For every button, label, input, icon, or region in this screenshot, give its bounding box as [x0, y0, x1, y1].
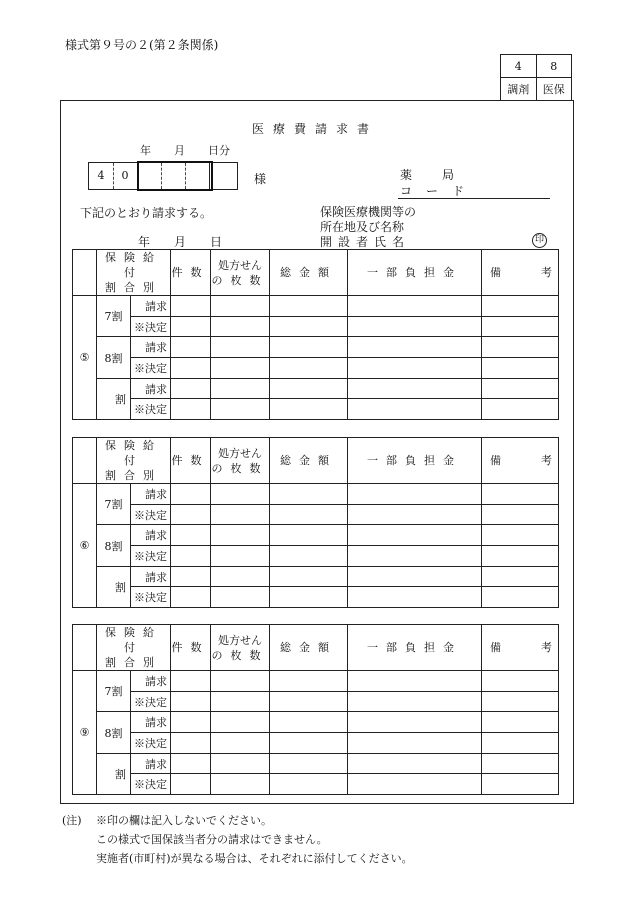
cell-total[interactable] [270, 712, 348, 733]
cell-count[interactable] [171, 691, 211, 712]
period-entry-box[interactable] [137, 161, 213, 191]
row-decided: ※決定 [131, 316, 171, 337]
cell-total[interactable] [270, 753, 348, 774]
issue-month-label: 月 [174, 235, 187, 249]
rate-label: 割 [97, 753, 131, 794]
cell-count[interactable] [171, 525, 211, 546]
cell-remarks[interactable] [482, 546, 559, 567]
cell-remarks[interactable] [482, 774, 559, 795]
claim-table-section-1 [72, 249, 559, 420]
code-box-bottom-left: 調剤 [501, 78, 537, 101]
period-month-label: 月 [174, 144, 185, 157]
row-claim: 請求 [131, 525, 171, 546]
form-title: 医療費請求書 [251, 122, 378, 136]
cell-total[interactable] [270, 587, 348, 608]
cell-total[interactable] [270, 525, 348, 546]
cell-total[interactable] [270, 733, 348, 754]
cell-rx[interactable] [211, 774, 270, 795]
claim-table-section-2 [72, 437, 559, 608]
cell-rx[interactable] [211, 399, 270, 420]
institution-label-3: 開設者氏名 [320, 235, 411, 249]
row-decided: ※決定 [131, 691, 171, 712]
row-claim: 請求 [131, 337, 171, 358]
cell-total[interactable] [270, 504, 348, 525]
header-count: 件数 [171, 625, 211, 671]
cell-count[interactable] [171, 566, 211, 587]
cell-rx[interactable] [211, 484, 270, 505]
cell-remarks[interactable] [482, 566, 559, 587]
cell-rx[interactable] [211, 753, 270, 774]
cell-total[interactable] [270, 484, 348, 505]
code-box-bottom-right: 医保 [536, 78, 572, 101]
cell-copay[interactable] [348, 378, 482, 399]
pharmacy-code-label: コード [400, 184, 479, 198]
header-remarks: 備 考 [482, 625, 559, 671]
note-line-3: 実施者(市町村)が異なる場合は、それぞれに添付してください。 [96, 852, 413, 865]
cell-total[interactable] [270, 691, 348, 712]
row-decided: ※決定 [131, 399, 171, 420]
cell-rx[interactable] [211, 378, 270, 399]
header-kubun: 保険給付 割合別 [97, 250, 171, 296]
cell-copay[interactable] [348, 691, 482, 712]
cell-remarks[interactable] [482, 484, 559, 505]
pharmacy-code-underline [398, 198, 550, 199]
cell-copay[interactable] [348, 587, 482, 608]
cell-rx[interactable] [211, 712, 270, 733]
header-total: 総金額 [270, 625, 348, 671]
pharmacy-label: 薬局 [400, 168, 485, 182]
cell-count[interactable] [171, 546, 211, 567]
period-day-label: 日分 [208, 144, 230, 157]
cell-copay[interactable] [348, 712, 482, 733]
header-rx: 処方せん の枚数 [211, 625, 270, 671]
cell-count[interactable] [171, 587, 211, 608]
cell-remarks[interactable] [482, 753, 559, 774]
header-copay: 一部負担金 [348, 625, 482, 671]
form-number: 様式第９号の２(第２条関係) [65, 38, 219, 52]
cell-remarks[interactable] [482, 587, 559, 608]
addressee-sama: 様 [254, 172, 267, 186]
issue-year-label: 年 [138, 235, 151, 249]
form-code-box [500, 54, 572, 101]
row-decided: ※決定 [131, 504, 171, 525]
cell-rx[interactable] [211, 733, 270, 754]
header-total: 総金額 [270, 250, 348, 296]
row-decided: ※決定 [131, 358, 171, 379]
cell-total[interactable] [270, 774, 348, 795]
cell-copay[interactable] [348, 546, 482, 567]
period-year-label: 年 [140, 144, 151, 157]
cell-remarks[interactable] [482, 337, 559, 358]
cell-remarks[interactable] [482, 316, 559, 337]
cell-copay[interactable] [348, 671, 482, 692]
cell-rx[interactable] [211, 296, 270, 317]
cell-remarks[interactable] [482, 671, 559, 692]
section-marker: ⑨ [73, 671, 97, 795]
header-count: 件数 [171, 250, 211, 296]
note-line-2: この様式で国保該当者分の請求はできません。 [96, 833, 328, 846]
cell-rx[interactable] [211, 691, 270, 712]
seal-mark: 印 [532, 233, 547, 248]
institution-label-1: 保険医療機関等の [320, 205, 417, 219]
cell-total[interactable] [270, 337, 348, 358]
cell-rx[interactable] [211, 358, 270, 379]
header-blank [73, 625, 97, 671]
header-rx: 処方せん の枚数 [211, 438, 270, 484]
cell-total[interactable] [270, 566, 348, 587]
cell-rx[interactable] [211, 671, 270, 692]
header-kubun: 保険給付 割合別 [97, 438, 171, 484]
billing-period-box[interactable] [88, 162, 238, 190]
cell-remarks[interactable] [482, 504, 559, 525]
cell-count[interactable] [171, 358, 211, 379]
cell-copay[interactable] [348, 484, 482, 505]
code-box-top-right: 8 [536, 55, 572, 78]
period-digit-1: 4 [97, 169, 105, 182]
cell-rx[interactable] [211, 525, 270, 546]
cell-copay[interactable] [348, 753, 482, 774]
cell-copay[interactable] [348, 337, 482, 358]
cell-count[interactable] [171, 671, 211, 692]
row-claim: 請求 [131, 296, 171, 317]
header-copay: 一部負担金 [348, 438, 482, 484]
cell-count[interactable] [171, 774, 211, 795]
row-decided: ※決定 [131, 587, 171, 608]
rate-label: 7割 [97, 296, 131, 337]
cell-copay[interactable] [348, 296, 482, 317]
row-decided: ※決定 [131, 546, 171, 567]
cell-copay[interactable] [348, 504, 482, 525]
cell-remarks[interactable] [482, 733, 559, 754]
cell-remarks[interactable] [482, 378, 559, 399]
notes-label: (注) [62, 814, 82, 827]
rate-label: 8割 [97, 337, 131, 378]
cell-total[interactable] [270, 358, 348, 379]
rate-label: 割 [97, 378, 131, 419]
header-total: 総金額 [270, 438, 348, 484]
row-decided: ※決定 [131, 774, 171, 795]
header-kubun: 保険給付 割合別 [97, 625, 171, 671]
cell-copay[interactable] [348, 316, 482, 337]
cell-count[interactable] [171, 337, 211, 358]
institution-label-2: 所在地及び名称 [320, 220, 405, 234]
cell-rx[interactable] [211, 337, 270, 358]
period-divider-2 [209, 163, 210, 189]
row-claim: 請求 [131, 712, 171, 733]
header-rx: 処方せん の枚数 [211, 250, 270, 296]
cell-count[interactable] [171, 504, 211, 525]
cell-remarks[interactable] [482, 399, 559, 420]
header-remarks: 備 考 [482, 438, 559, 484]
row-claim: 請求 [131, 566, 171, 587]
cell-total[interactable] [270, 296, 348, 317]
section-marker: ⑥ [73, 484, 97, 608]
cell-copay[interactable] [348, 566, 482, 587]
claim-lead-text: 下記のとおり請求する。 [80, 206, 213, 220]
cell-count[interactable] [171, 316, 211, 337]
cell-copay[interactable] [348, 525, 482, 546]
cell-rx[interactable] [211, 566, 270, 587]
header-count: 件数 [171, 438, 211, 484]
cell-total[interactable] [270, 671, 348, 692]
header-blank [73, 250, 97, 296]
period-digit-2: 0 [121, 169, 129, 182]
cell-count[interactable] [171, 712, 211, 733]
cell-rx[interactable] [211, 587, 270, 608]
cell-count[interactable] [171, 753, 211, 774]
cell-count[interactable] [171, 733, 211, 754]
cell-total[interactable] [270, 399, 348, 420]
cell-rx[interactable] [211, 546, 270, 567]
rate-label: 8割 [97, 712, 131, 753]
issue-day-label: 日 [210, 235, 223, 249]
cell-total[interactable] [270, 316, 348, 337]
cell-remarks[interactable] [482, 525, 559, 546]
cell-count[interactable] [171, 378, 211, 399]
cell-remarks[interactable] [482, 691, 559, 712]
period-entry-separator-1 [161, 163, 162, 189]
cell-count[interactable] [171, 484, 211, 505]
cell-total[interactable] [270, 378, 348, 399]
rate-label: 8割 [97, 525, 131, 566]
row-decided: ※決定 [131, 733, 171, 754]
code-box-top-left: 4 [501, 55, 537, 78]
note-line-1: ※印の欄は記入しないでください。 [96, 814, 272, 827]
cell-remarks[interactable] [482, 358, 559, 379]
period-entry-separator-2 [185, 163, 186, 189]
cell-copay[interactable] [348, 733, 482, 754]
row-claim: 請求 [131, 378, 171, 399]
claim-table-section-3 [72, 624, 559, 795]
row-claim: 請求 [131, 671, 171, 692]
cell-rx[interactable] [211, 316, 270, 337]
cell-remarks[interactable] [482, 712, 559, 733]
cell-copay[interactable] [348, 774, 482, 795]
rate-label: 7割 [97, 484, 131, 525]
cell-remarks[interactable] [482, 296, 559, 317]
row-claim: 請求 [131, 484, 171, 505]
section-marker: ⑤ [73, 296, 97, 420]
header-blank [73, 438, 97, 484]
cell-total[interactable] [270, 546, 348, 567]
cell-copay[interactable] [348, 358, 482, 379]
rate-label: 割 [97, 566, 131, 607]
header-copay: 一部負担金 [348, 250, 482, 296]
cell-count[interactable] [171, 399, 211, 420]
rate-label: 7割 [97, 671, 131, 712]
cell-copay[interactable] [348, 399, 482, 420]
row-claim: 請求 [131, 753, 171, 774]
cell-count[interactable] [171, 296, 211, 317]
cell-rx[interactable] [211, 504, 270, 525]
header-remarks: 備 考 [482, 250, 559, 296]
